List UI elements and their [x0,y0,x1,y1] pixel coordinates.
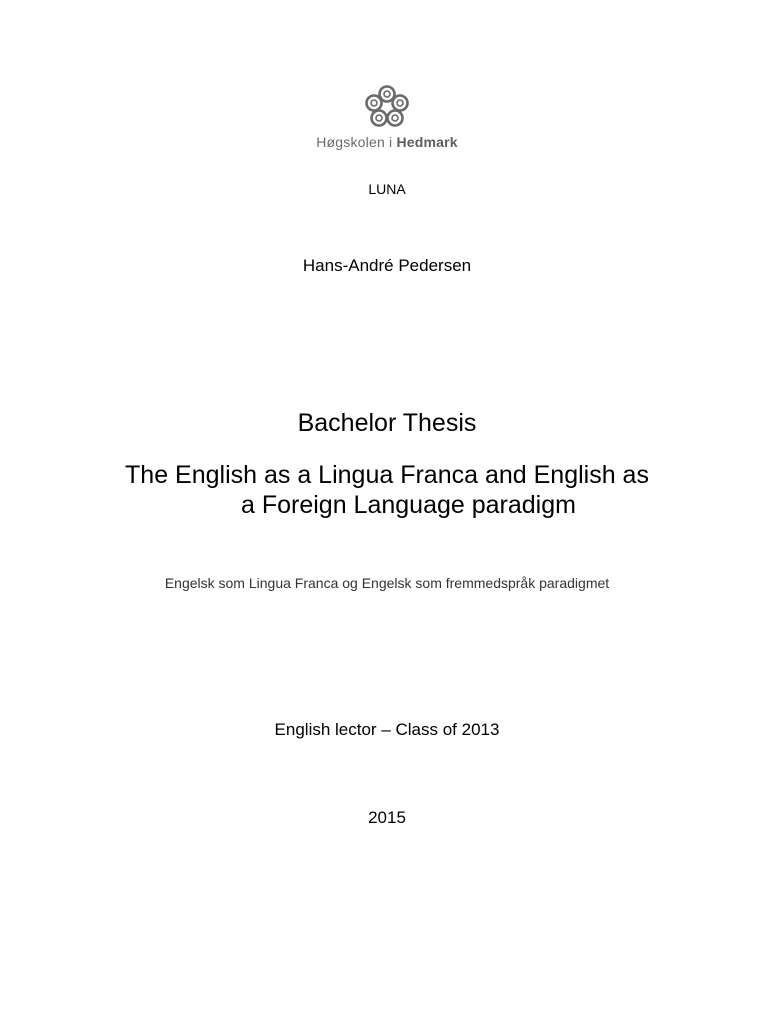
institution-name-bold: Hedmark [396,134,458,150]
author-name: Hans-André Pedersen [302,256,472,275]
thesis-title-line-1: The English as a Lingua Franca and English as [125,461,649,489]
institution-logo-text [0,134,768,150]
thesis-type: Bachelor Thesis [297,409,477,437]
institution-name-regular: Høgskolen i [316,134,393,150]
thesis-subtitle-norwegian: Engelsk som Lingua Franca og Engelsk som fremmedspråk paradigmet [164,575,610,591]
program-class: English lector – Class of 2013 [274,720,500,739]
thesis-title-line-2: a Foreign Language paradigm [241,491,576,519]
publication-year: 2015 [368,808,406,827]
interlocking-circles-logo-icon [362,84,412,130]
program-name: LUNA [368,181,406,197]
